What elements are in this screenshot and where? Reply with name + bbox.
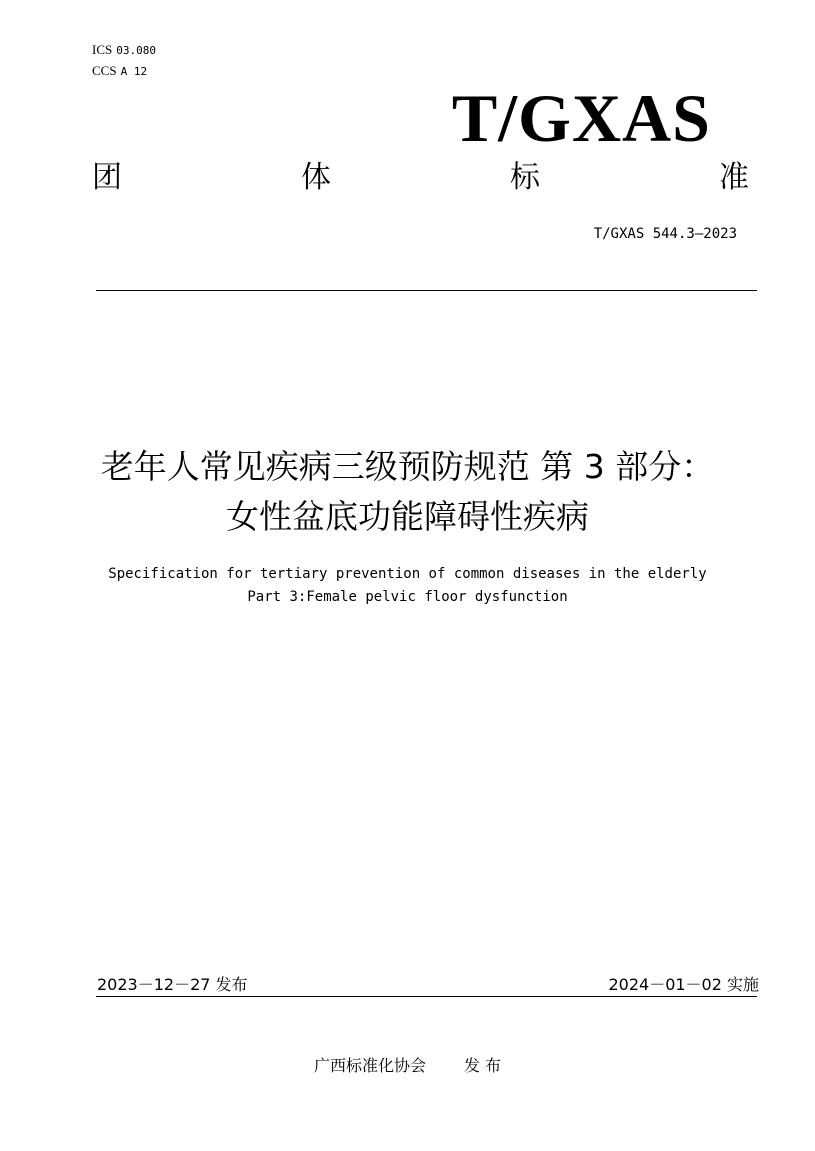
implementation-date: 2024－01－02 实施	[608, 975, 759, 994]
issuer-name: 广西标准化协会	[313, 1056, 426, 1075]
publication-date: 2023－12－27 发布	[97, 975, 248, 994]
standard-brand: T/GXAS	[451, 80, 711, 156]
standard-type-char: 准	[719, 160, 749, 195]
ccs-value: A 12	[120, 65, 148, 78]
top-divider	[96, 290, 757, 291]
english-title-line-2: Part 3:Female pelvic floor dysfunction	[247, 589, 568, 605]
chinese-title-line-1: 老年人常见疾病三级预防规范 第 3 部分：	[100, 447, 715, 486]
english-title	[0, 563, 815, 609]
standard-type-char: 团	[92, 160, 122, 195]
issuer-action: 发 布	[463, 1056, 502, 1075]
ccs-code	[92, 61, 156, 82]
ics-code	[92, 40, 156, 61]
chinese-title-line-2: 女性盆底功能障碍性疾病	[226, 497, 589, 536]
ccs-label: CCS	[92, 63, 117, 78]
bottom-divider	[96, 996, 757, 997]
english-title-line-1: Specification for tertiary prevention of common diseases in the elderly	[108, 566, 707, 582]
standard-type	[92, 158, 749, 198]
document-number: T/GXAS 544.3—2023	[593, 226, 737, 242]
chinese-title	[0, 442, 815, 542]
standard-type-char: 体	[301, 160, 331, 195]
ics-label: ICS	[92, 42, 113, 57]
issuer	[0, 1053, 815, 1076]
classification-codes	[92, 40, 156, 82]
standard-type-char: 标	[510, 160, 540, 195]
ics-value: 03.080	[116, 44, 156, 57]
